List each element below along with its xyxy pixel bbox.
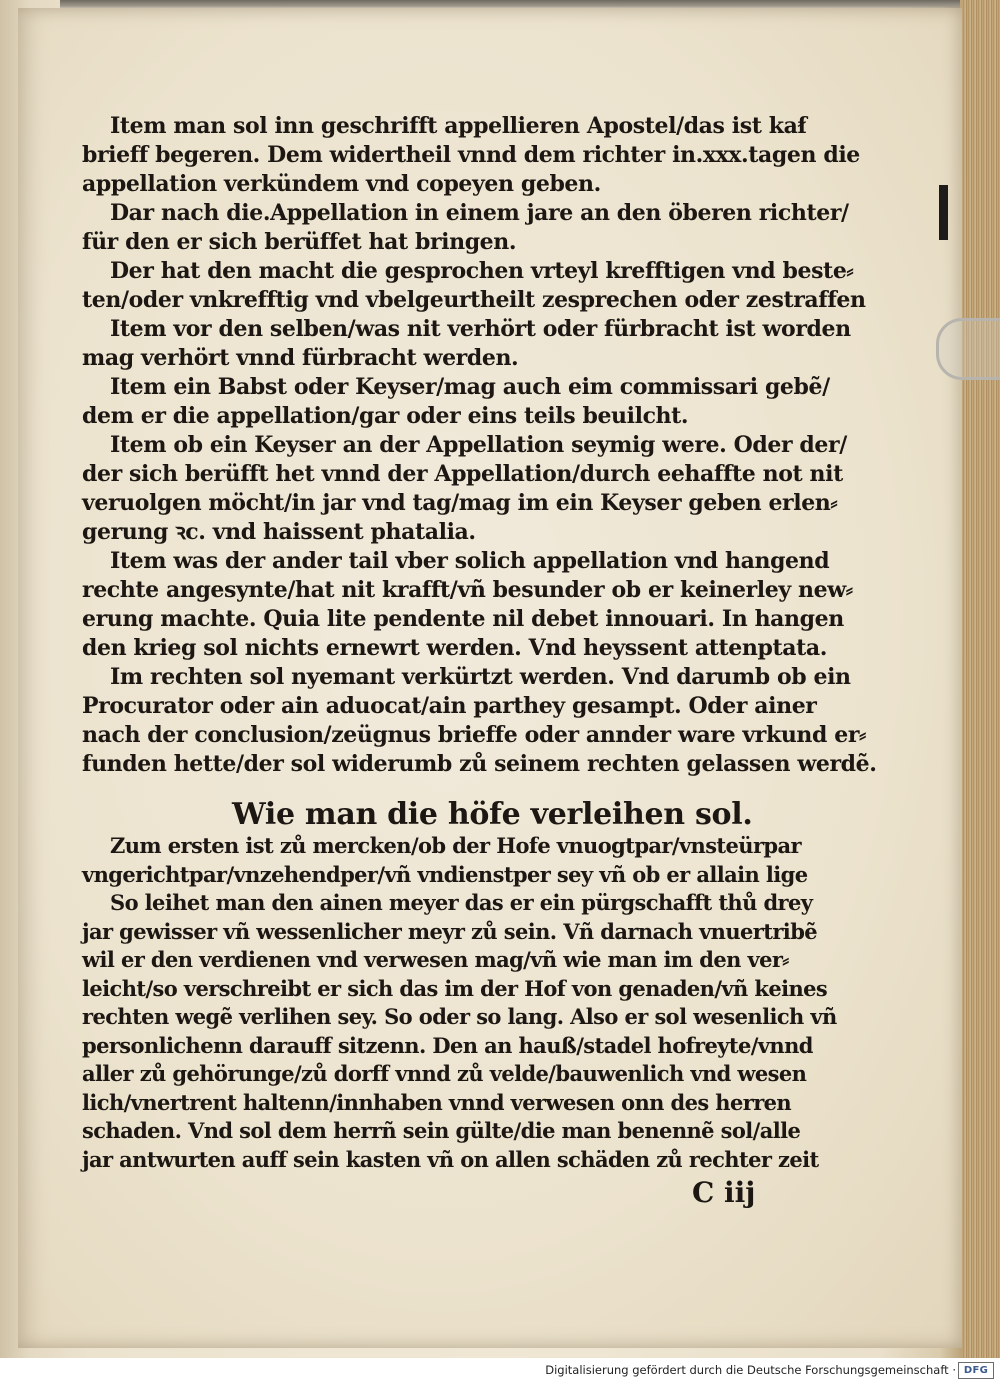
section-heading: Wie man die höfe verleihen sol. <box>232 797 753 832</box>
text-line: Item ein Babst oder Keyser/mag auch eim commissari gebẽ/ <box>110 374 830 400</box>
signature-mark: C iij <box>692 1176 756 1209</box>
text-line: mag verhört vnnd fürbracht werden. <box>82 345 519 371</box>
text-line: personlichenn darauff sitzenn. Den an hauß/stadel hofreyte/vnnd <box>82 1032 813 1058</box>
paragraph <box>82 257 866 315</box>
text-line: gerung ꝛc. vnd haissent phatalia. <box>82 519 476 545</box>
text-line: brieff begeren. Dem widertheil vnnd dem richter in.xxx.tagen die <box>82 142 860 168</box>
text-line: lich/vnertrent haltenn/innhaben vnnd verwesen onn des herren <box>82 1089 792 1115</box>
paragraph <box>82 547 853 663</box>
text-line: jar antwurten auff sein kasten vñ on allen schäden zů rechter zeit <box>82 1146 819 1172</box>
body-text-lower <box>82 832 837 1174</box>
text-line: Item was der ander tail vber solich appellation vnd hangend <box>110 548 830 574</box>
text-line: für den er sich berüffet hat bringen. <box>82 229 517 255</box>
text-line: Dar nach die.Appellation in einem jare an den öberen richter/ <box>110 200 849 226</box>
text-line: Item vor den selben/was nit verhört oder fürbracht ist worden <box>110 316 851 342</box>
paragraph <box>82 199 849 257</box>
funding-notice: Digitalisierung gefördert durch die Deutsche Forschungsgemeinschaft · <box>545 1363 956 1377</box>
text-line: jar gewisser vñ wessenlicher meyr zů sein. Vñ darnach vnuertribẽ <box>82 918 818 944</box>
body-text-upper <box>82 112 877 779</box>
paragraph <box>82 315 851 373</box>
text-line: rechte angesynte/hat nit krafft/vñ besunder ob er keinerley new⸗ <box>82 577 853 603</box>
paper-clip <box>936 318 1000 380</box>
text-line: ten/oder vnkrefftig vnd vbelgeurtheilt zesprechen oder zestraffen <box>82 287 866 313</box>
text-line: Procurator oder ain aduocat/ain parthey gesampt. Oder ainer <box>82 693 817 719</box>
text-line: Der hat den macht die gesprochen vrteyl krefftigen vnd beste⸗ <box>110 258 854 284</box>
text-line: dem er die appellation/gar oder eins teils beuilcht. <box>82 403 689 429</box>
text-line: Item ob ein Keyser an der Appellation seymig were. Oder der/ <box>110 432 847 458</box>
text-line: erung machte. Quia lite pendente nil debet innouari. In hangen <box>82 606 844 632</box>
text-line: So leihet man den ainen meyer das er ein pürgschafft thů drey <box>110 890 813 915</box>
text-line: schaden. Vnd sol dem herrñ sein gülte/die man benennẽ sol/alle <box>82 1118 801 1143</box>
footer-bar <box>0 1358 1000 1383</box>
text-line: leicht/so verschreibt er sich das im der Hof von genaden/vñ keines <box>82 975 828 1001</box>
paragraph <box>82 431 847 547</box>
page-marker-tab <box>939 185 948 240</box>
text-line: Zum ersten ist zů mercken/ob der Hofe vnuogtpar/vnsteürpar <box>110 833 801 858</box>
text-line: funden hette/der sol widerumb zů seinem rechten gelassen werdẽ. <box>82 751 877 777</box>
paragraph <box>82 663 877 779</box>
text-line: Item man sol inn geschrifft appellieren Apostel/das ist kaẜ <box>110 113 807 139</box>
text-line: wil er den verdienen vnd verwesen mag/vñ wie man im den ver⸗ <box>82 947 789 972</box>
text-line: vngerichtpar/vnzehendper/vñ vndienstper sey vñ ob er allain lige <box>82 861 808 887</box>
paragraph <box>82 373 830 431</box>
dfg-logo: DFG <box>958 1362 994 1379</box>
text-line: nach der conclusion/zeügnus brieffe oder annder ware vrkund er⸗ <box>82 722 866 748</box>
paragraph <box>82 889 837 1174</box>
text-line: Im rechten sol nyemant verkürtzt werden. Vnd darumb ob ein <box>110 664 851 690</box>
text-line: appellation verkündem vnd copeyen geben. <box>82 171 601 197</box>
paragraph <box>82 832 808 889</box>
text-line: den krieg sol nichts ernewrt werden. Vnd heyssent attenptata. <box>82 635 827 661</box>
text-line: veruolgen möcht/in jar vnd tag/mag im ein Keyser geben erlen⸗ <box>82 490 838 516</box>
text-line: rechten wegẽ verlihen sey. So oder so lang. Also er sol wesenlich vñ <box>82 1004 837 1029</box>
text-line: aller zů gehörunge/zů dorff vnnd zů velde/bauwenlich vnd wesen <box>82 1061 807 1086</box>
text-line: der sich berüfft het vnnd der Appellation/durch eehaffte not nit <box>82 461 843 487</box>
paragraph <box>82 112 860 199</box>
book-fore-edge <box>962 0 1000 1358</box>
